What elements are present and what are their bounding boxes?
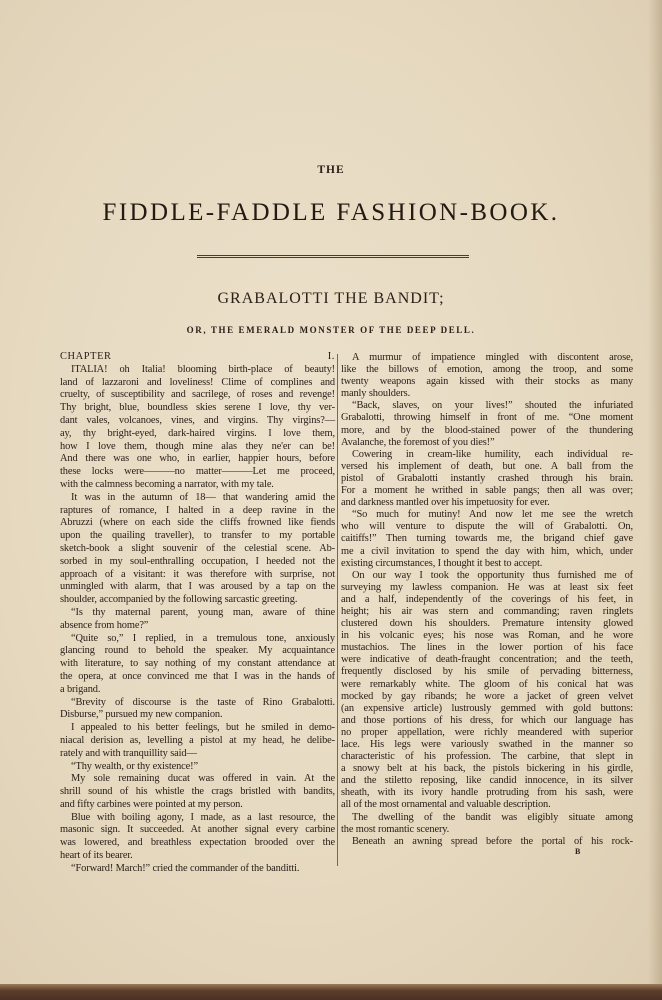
text-line: with the calmness becoming a narrator, with my tale. xyxy=(60,478,274,490)
right-column xyxy=(341,352,633,848)
left-column xyxy=(60,351,335,876)
text-line: ITALIA! oh Italia! blooming birth-place of beauty! xyxy=(71,363,335,375)
text-line: versed his implement of death, but one. A ball from the xyxy=(341,460,633,472)
text-line: dant vales, volcanoes, vines, and virgins. Thy virgins?— xyxy=(60,414,335,426)
paragraph xyxy=(60,364,335,492)
text-line: “So much for mutiny! And now let me see the wretch xyxy=(352,509,633,521)
text-line: land of lazzaroni and loveliness! Clime of complines and xyxy=(60,376,335,388)
title-rule xyxy=(197,255,469,258)
text-line: My sole remaining ducat was offered in vain. At the xyxy=(71,773,335,785)
paragraph xyxy=(60,492,335,607)
text-line: “Back, slaves, on your lives!” shouted the infuriated xyxy=(352,400,633,412)
paragraph xyxy=(60,633,335,697)
masthead-title: FIDDLE-FADDLE FASHION-BOOK. xyxy=(102,199,560,226)
text-line: A murmur of impatience mingled with discontent arose, xyxy=(352,352,633,363)
text-line: these locks were———no matter———Let me proceed, xyxy=(60,466,335,478)
text-line: and a half, independently of the coverings of his feet, in xyxy=(341,593,633,605)
text-line: characteristic of his profession. The carbine, that slept in xyxy=(341,751,633,763)
text-line: ay, thy bright-eyed, dark-haired virgins. I love them, xyxy=(60,427,335,439)
text-line: cruelty, of susceptibility and sacrilege, of roses and revenge! xyxy=(60,389,335,401)
story-title: GRABALOTTI THE BANDIT; xyxy=(217,290,445,307)
text-line: clustered down his shoulders. Premature intensity glowed xyxy=(341,618,633,630)
text-line: niacal derision as, levelling a pistol at my head, he delibe- xyxy=(60,734,335,746)
paragraph xyxy=(341,509,633,569)
text-line: and the stiletto reposing, like candid innocence, in its silver xyxy=(341,775,633,787)
text-line: raptures of romance, I halted in a deep ravine in the xyxy=(60,504,335,516)
text-line: the opera, at once convinced me that I was in the hands of xyxy=(60,670,335,682)
text-line: For a moment he writhed in sable pangs; then all was over; xyxy=(341,485,633,497)
text-line: frequently disclosed by his smile of pervading bitterness, xyxy=(341,666,633,678)
paragraph xyxy=(341,400,633,448)
text-line: absence from home?” xyxy=(60,619,149,631)
text-line: mustachios. The lines in the lower portion of his face xyxy=(341,642,633,654)
text-line: “Brevity of discourse is the taste of Rino Grabalotti. xyxy=(71,696,335,708)
text-line: how I love them, though mine alas they ne'er can be! xyxy=(60,440,335,452)
text-line: On our way I took the opportunity thus furnished me of xyxy=(352,569,633,581)
text-line: in his volcanic eyes; his nose was Roman, and he wore xyxy=(341,630,633,642)
text-line: “Is thy maternal parent, young man, aware of thine xyxy=(71,606,335,618)
text-line: and fifty carbines were pointed at my person. xyxy=(60,798,243,810)
text-line: Beneath an awning spread before the portal of his rock- xyxy=(352,835,633,847)
text-line: approach of a visitant: it was therefore with surprise, not xyxy=(60,568,335,580)
text-line: the most romantic scenery. xyxy=(341,823,450,835)
masthead-the: THE xyxy=(317,164,345,176)
chapter-heading: CHAPTER I. xyxy=(60,351,335,362)
text-line: existing circumstances, I thought it best to accept. xyxy=(341,557,543,569)
text-line: lace. His legs were variously swathed in the manner so xyxy=(341,739,633,750)
text-line: glancing round to behold the speaker. My acquaintance xyxy=(60,645,335,657)
text-line: was lowered, and breathless expectation brooded over the xyxy=(60,837,335,849)
paragraph xyxy=(341,352,633,400)
text-line: like the billows of emotion, among the troop, and some xyxy=(341,364,633,376)
text-line: who will venture to dispute the will of Grabalotti. On, xyxy=(341,521,633,533)
text-line: Avalanche, the foremost of you dies!” xyxy=(341,436,495,448)
text-line: were indicative of death-fraught concentration; and the teeth, xyxy=(341,654,633,666)
paragraph xyxy=(60,773,335,811)
text-line: height; his air was stern and commanding; raven ringlets xyxy=(341,605,633,617)
book-binding-edge xyxy=(0,984,662,1000)
text-line: “Quite so,” I replied, in a tremulous tone, anxiously xyxy=(71,632,335,644)
paragraph xyxy=(341,449,633,509)
text-line: sketch-book a slight souvenir of the celestial scene. Ab- xyxy=(60,542,335,554)
text-line: no proper appellation, were richly meandered with superior xyxy=(341,726,633,738)
text-line: were remarkably white. The gloom of his conical hat was xyxy=(341,678,633,690)
text-line: a snowy belt at his back, the pistols bickering in his girdle, xyxy=(341,763,633,775)
text-line: “Forward! March!” cried the commander of the banditti. xyxy=(71,862,300,874)
text-line: manly shoulders. xyxy=(341,388,411,400)
text-line: Cowering in cream-like humility, each individual re- xyxy=(352,448,633,460)
text-line: Grabalotti, throwing himself in front of me. “One moment xyxy=(341,412,633,424)
text-line: Disburse,” pursued my new companion. xyxy=(60,709,223,721)
text-line: upon the quailing traveller), to transfer to my portable xyxy=(60,530,335,542)
paragraph xyxy=(341,836,633,848)
text-line: Blue with boiling agony, I made, as a last resource, the xyxy=(71,811,335,823)
paragraph xyxy=(60,812,335,863)
text-line: with literature, to say nothing of my constant attendance at xyxy=(60,658,335,670)
text-line: caitiffs!” Then turning towards me, the brigand chief gave xyxy=(341,533,633,545)
text-line: rately and with tranquillity said— xyxy=(60,747,197,759)
text-line: The dwelling of the bandit was eligibly situate among xyxy=(352,811,633,823)
text-line: (an expensive article) lustrously gemmed with gold buttons: xyxy=(341,702,633,714)
paragraph xyxy=(60,697,335,723)
text-line: and darkness mantled over his impetuosity for ever. xyxy=(341,497,550,509)
text-line: twenty weapons again kissed with their stocks as many xyxy=(341,376,633,388)
text-line: shrill sound of his whistle the crags bristled with bandits, xyxy=(60,786,335,798)
text-line: sheath, with its ivory handle protruding from his sash, were xyxy=(341,787,633,799)
paragraph xyxy=(341,570,633,812)
paragraph xyxy=(60,607,335,633)
text-line: unmingled with alarm, that I was aroused by a tap on the xyxy=(60,581,335,593)
text-line: all of the most ornamental and valuable description. xyxy=(341,799,551,811)
text-line: pistol of Grabalotti instantly crashed through his brain. xyxy=(341,472,633,484)
text-line: It was in the autumn of 18— that wandering amid the xyxy=(71,491,335,503)
paragraph xyxy=(60,761,335,774)
page-edge-shadow xyxy=(648,0,662,1000)
text-line: more, and by the blood-stained power of the thundering xyxy=(341,424,633,436)
signature-mark: B xyxy=(575,847,581,856)
text-line: heart of its bearer. xyxy=(60,850,133,862)
text-line: shoulder, accompanied by the following sarcastic greeting. xyxy=(60,594,298,606)
text-line: surveying my lawless companion. He was at least six feet xyxy=(341,581,633,593)
text-line: And there was one who, in earlier, happier hours, before xyxy=(60,453,335,465)
paragraph xyxy=(60,722,335,760)
text-line: Thy bright, blue, boundless skies serene I love, thy ver- xyxy=(60,402,335,414)
text-line: mocked by gay ribands; he wore a jacket of green velvet xyxy=(341,690,633,702)
text-line: masonic sign. It succeeded. At another signal every carbine xyxy=(60,824,335,836)
story-subtitle: OR, THE EMERALD MONSTER OF THE DEEP DELL. xyxy=(186,325,476,335)
text-line: “Thy wealth, or thy existence!” xyxy=(71,760,198,772)
column-divider xyxy=(337,354,338,866)
text-line: Abruzzi (where on each side the cliffs frowned like fiends xyxy=(60,517,335,529)
text-line: and those portions of his dress, for which our language has xyxy=(341,714,633,726)
text-line: a brigand. xyxy=(60,683,101,695)
text-line: sorbed in my soul-enthralling occupation, I heeded not the xyxy=(60,555,335,567)
text-line: I appealed to his better feelings, but he smiled in demo- xyxy=(71,722,335,734)
text-line: me a civil invitation to spend the day with him, which, under xyxy=(341,545,633,557)
paragraph xyxy=(341,812,633,836)
paragraph xyxy=(60,863,335,876)
